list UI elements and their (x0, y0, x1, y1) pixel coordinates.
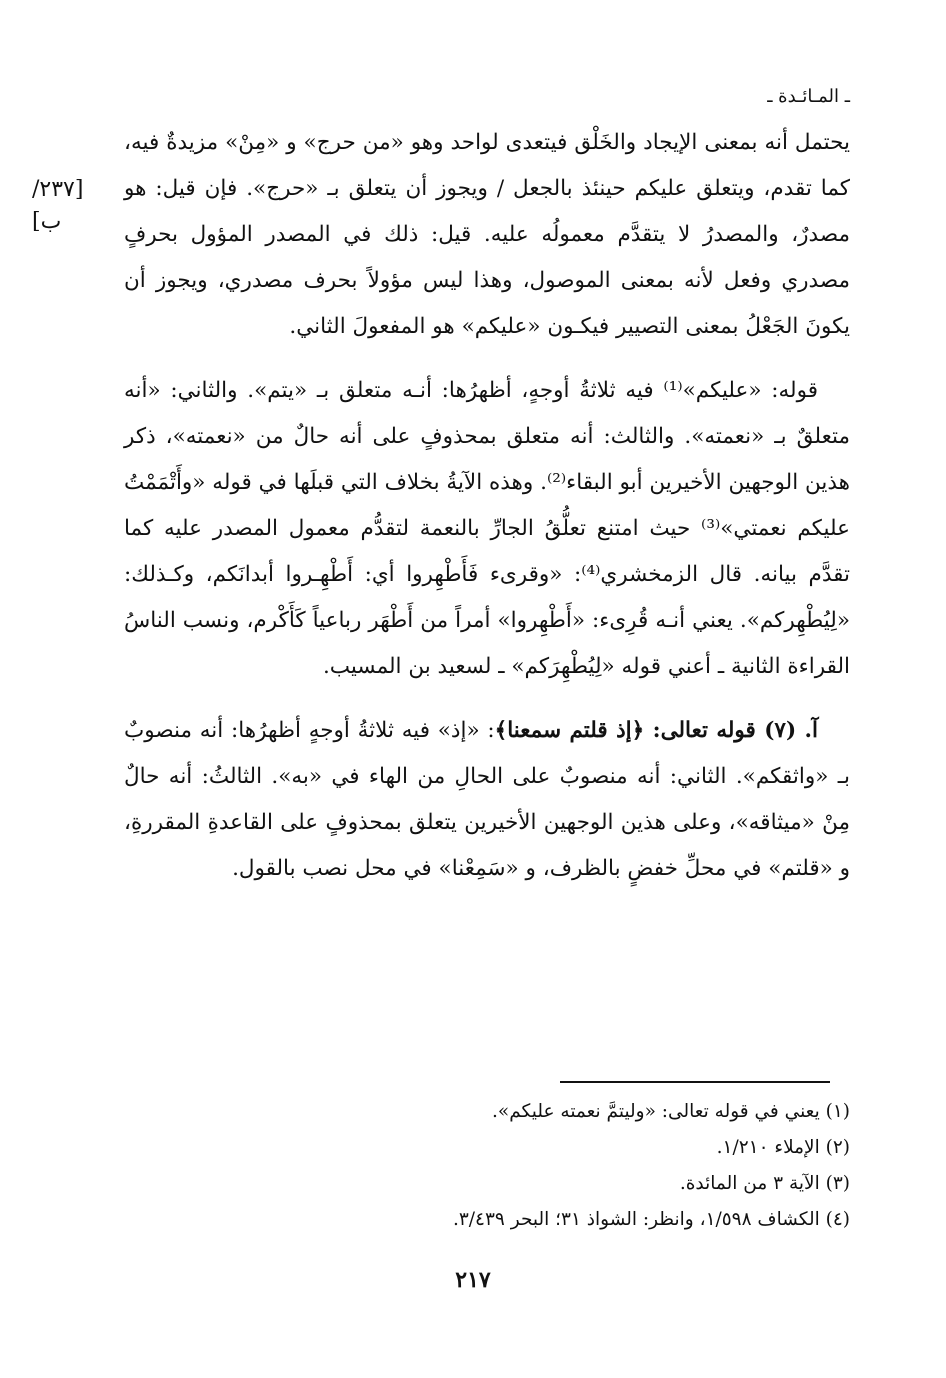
manuscript-folio-reference: [٢٣٧/ب] (32, 177, 84, 234)
footnote-1: (١) يعني في قوله تعالى: «وليتمَّ نعمته عليكم». (492, 1101, 850, 1122)
paragraph-3-body: : «إذ» فيه ثلاثةُ أوجهٍ أظهرُها: أنه منصوبٌ بـ «واثقكم». الثاني: أنه منصوبٌ على الحالِ من الهاء في «به». الثالثُ: أنه حالٌ مِنْ «ميثاقه»، وعلى هذين الوجهين الأخيرين يتعلق بمحذوفٍ على القاعدةِ المقررةِ، و «قلتم» في محلِّ خفضٍ بالظرف، و «سَمِعْنا» في محل نصب بالقول. (124, 718, 850, 881)
footnote-3: (٣) الآية ٣ من المائدة. (679, 1173, 850, 1194)
footnote-4: (٤) الكشاف ١/٥٩٨، وانظر: الشواذ ٣١؛ البحر ٣/٤٣٩. (452, 1209, 850, 1230)
paragraph-2: قوله: «عليكم»⁽¹⁾ فيه ثلاثةُ أوجهٍ، أظهرُها: أنـه متعلق بـ «يتم». والثاني: «أنه متعلقٌ بـ «نعمته». والثالث: أنه متعلق بمحذوفٍ على أنه حالٌ من «نعمته»، ذكر هذين الوجهين الأخيرين أبو البقاء⁽²⁾. وهذه الآيةُ بخلاف التي قبلَها في قوله «وأَتْمَمْتُ عليكم نعمتي»⁽³⁾ حيث امتنع تعلُّقُ الجارِّ بالنعمة لتقدُّم معمول المصدر عليه كما تقدَّم بيانه. قال الزمخشري⁽⁴⁾: «وقرىء فَأَطْهِروا أي: أَطْهِـروا أبدانَكم، وكـذلك: «لِيُطْهِركم». يعني أنـه قُرِىء: «أَطْهِروا» أمراً من أَطْهَر رباعياً كَأَكْرم، ونسب الناسُ القراءة الثانية ـ أعني قوله «لِيُطْهِرَكم» ـ لسعيد بن المسيب. (124, 378, 850, 679)
footnote-2: (٢) الإملاء ١/٢١٠. (716, 1137, 850, 1158)
footnotes (124, 1094, 850, 1238)
paragraph-1: يحتمل أنه بمعنى الإيجاد والخَلْق فيتعدى لواحد وهو «من حرج» و «مِنْ» مزيدةٌ فيه، كما تقدم، ويتعلق عليكم حينئذ بالجعل / ويجوز أن يتعلق بـ «حرج». فإن قيل: هو مصدرٌ، والمصدرُ لا يتقدَّم معمولُه عليه. قيل: ذلك في المصدر المؤول بحرفٍ مصدري وفعل لأنه بمعنى الموصول، وهذا ليس مؤولاً بحرف مصدري، ويجوز أن يكونَ الجَعْلُ بمعنى التصيير فيكـون «عليكم» هو المفعولَ الثاني. (124, 130, 850, 339)
footnote-separator (560, 1081, 830, 1083)
paragraph-3 (124, 708, 850, 892)
main-text (124, 120, 850, 892)
page-number: ٢١٧ (455, 1267, 491, 1293)
running-header: ـ المـائـدة ـ (767, 86, 850, 107)
verse-citation-lead: آ. (٧) قوله تعالى: ﴿إذ قلتم سمعنا﴾ (494, 718, 819, 743)
